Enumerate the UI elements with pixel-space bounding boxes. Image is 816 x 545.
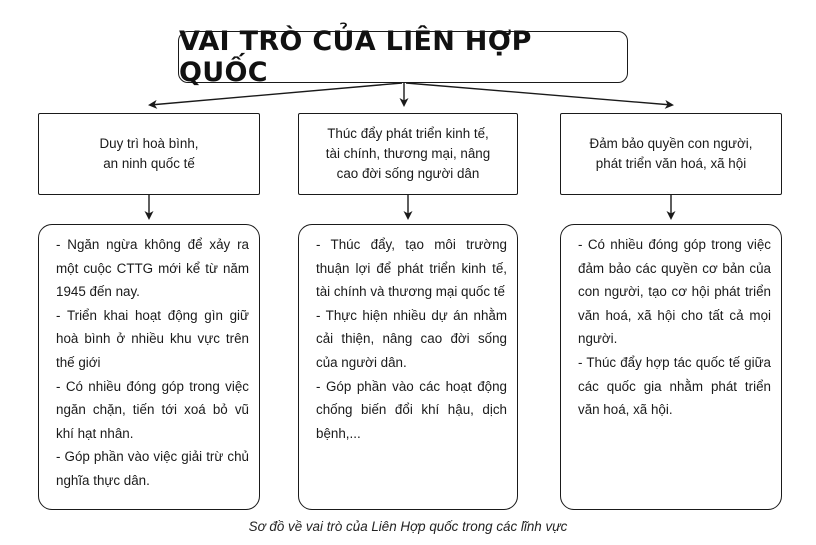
detail-box-economic-development [298, 224, 518, 510]
detail-item: - Thúc đẩy hợp tác quốc tế giữa các quốc gia nhằm phát triển văn hoá, xã hội. [578, 354, 771, 418]
category-box-human-rights-culture: Đảm bảo quyền con người, phát triển văn hoá, xã hội [560, 113, 782, 195]
category-box-economic-development: Thúc đẩy phát triển kinh tế, tài chính, thương mại, nâng cao đời sống người dân [298, 113, 518, 195]
detail-item: - Góp phần vào các hoạt động chống biến đổi khí hậu, dịch bệnh,... [316, 378, 507, 441]
detail-item: - Thực hiện nhiều dự án nhằm cải thiện, nâng cao đời sống của người dân. [316, 307, 507, 370]
detail-item: - Ngăn ngừa không để xảy ra một cuộc CTTG mới kể từ năm 1945 đến nay. [56, 237, 249, 300]
category-box-peace-security: Duy trì hoà bình, an ninh quốc tế [38, 113, 260, 195]
detail-item: - Góp phần vào việc giải trừ chủ nghĩa thực dân. [56, 449, 249, 488]
figure-caption: Sơ đồ về vai trò của Liên Hợp quốc trong các lĩnh vực [248, 519, 568, 534]
detail-item: - Có nhiều đóng góp trong việc đảm bảo các quyền cơ bản của con người, tạo cơ hội phát triển văn hoá, xã hội cho tất cả mọi người. [578, 237, 771, 347]
detail-box-peace-security [38, 224, 260, 510]
detail-item: - Triển khai hoạt động gìn giữ hoà bình ở nhiều khu vực trên thế giới [56, 307, 249, 370]
detail-box-human-rights-culture [560, 224, 782, 510]
detail-item: - Thúc đẩy, tạo môi trường thuận lợi để phát triển kinh tế, tài chính và thương mại quốc tế [316, 237, 507, 300]
detail-item: - Có nhiều đóng góp trong việc ngăn chặn, tiến tới xoá bỏ vũ khí hạt nhân. [56, 378, 249, 441]
diagram-title: VAI TRÒ CỦA LIÊN HỢP QUỐC [178, 31, 628, 83]
